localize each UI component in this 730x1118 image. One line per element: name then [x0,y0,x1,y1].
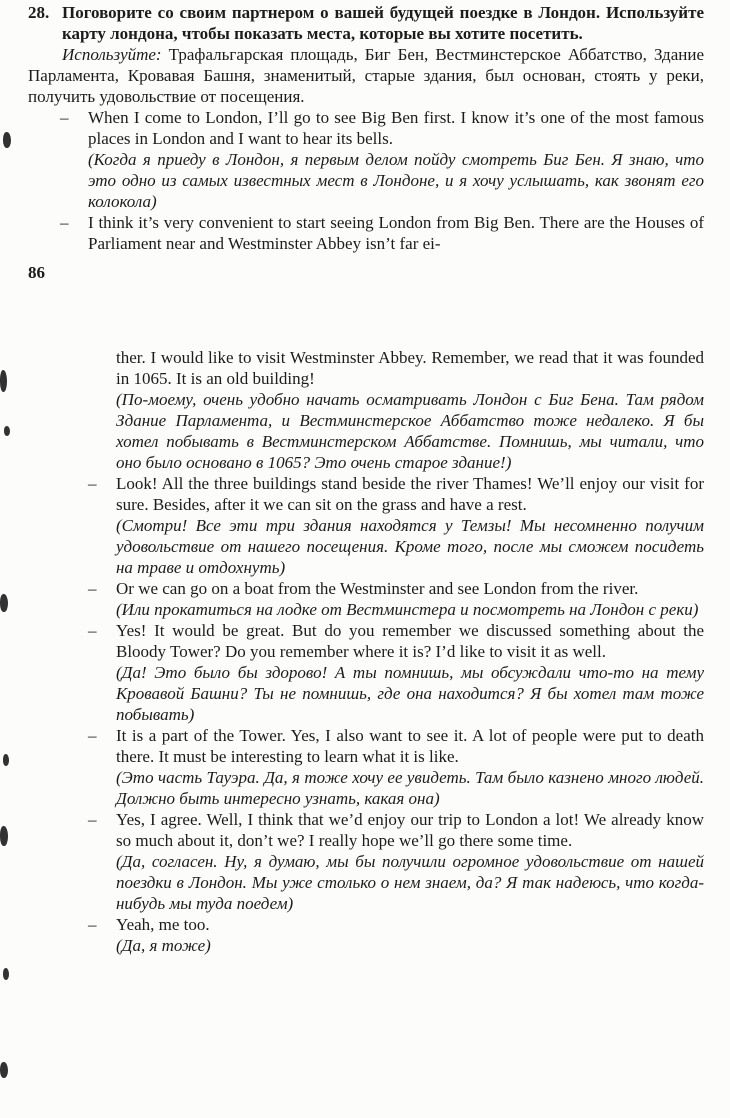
scan-artifact [4,426,10,436]
scan-artifact [3,968,9,980]
dash-marker: – [88,579,97,598]
dialogue-line-russian-translation: (Когда я приеду в Лондон, я первым делом пойду смотреть Биг Бен. Я знаю, что это одно из самых известных мест в Лондоне, и я хочу услышать, как звонят его колокола) [88,150,704,211]
dialogue-line-russian-translation: (Да! Это было бы здорово! А ты помнишь, мы обсуждали что-то на тему Кровавой Башни? Ты не помнишь, где она находится? Я бы хотел там тоже побывать) [116,663,704,724]
hint-text: Трафальгарская площадь, Биг Бен, Вестминстерское Аббатство, Здание Парламента, Кровавая Башня, знаменитый, старые здания, был основан, стоять у реки, получить удовольствие от посещения. [28,45,704,106]
scan-artifact [0,1062,8,1078]
dialogue-line-english: ther. I would like to visit Westminster Abbey. Remember, we read that it was founded in 1065. It is an old building! [116,348,704,388]
dash-marker: – [88,915,97,934]
dialogue-item [28,620,704,725]
scan-artifact [0,594,8,612]
dialogue-line-russian-translation: (Или прокатиться на лодке от Вестминстера и посмотреть на Лондон с реки) [116,600,699,619]
dash-marker: – [88,810,97,829]
dialogue-item [28,578,704,620]
dialogue-line-english: Yes, I agree. Well, I think that we’d enjoy our trip to London a lot! We already know so much about it, don’t we? I really hope we’ll go there some time. [116,810,704,850]
scan-artifact [3,754,9,766]
dialogue-line-english: Yes! It would be great. But do you remember we discussed something about the Bloody Tower? Do you remember where it is? I’d like to visit it as well. [116,621,704,661]
dialogue-line-russian-translation: (Да, согласен. Ну, я думаю, мы бы получили огромное удовольствие от нашей поездки в Лондон. Мы уже столько о нем знаем, да? Я так надеюсь, что когда-нибудь мы туда поедем) [116,852,704,913]
dash-marker: – [88,621,97,640]
hint-label: Используйте: [62,45,162,64]
exercise-title: Поговорите со своим партнером о вашей будущей поездке в Лондон. Используйте карту лондона, чтобы показать места, которые вы хотите посетить. [62,3,704,43]
dialogue-line-english: Or we can go on a boat from the Westminster and see London from the river. [116,579,639,598]
scan-artifact [3,132,11,148]
dash-marker: – [88,474,97,493]
dash-marker: – [88,726,97,745]
dialogue-item [28,212,704,254]
dialogue-line-russian-translation: (Смотри! Все эти три здания находятся у Темзы! Мы несомненно получим удовольствие от нашего посещения. Кроме того, после мы сможем посидеть на траве и отдохнуть) [116,516,704,577]
dialogue-line-english: When I come to London, I’ll go to see Big Ben first. I know it’s one of the most famous places in London and I want to hear its bells. [88,108,704,148]
exercise-hint [28,44,704,107]
page-bottom-section [28,347,704,956]
dialogue-item [28,914,704,956]
page-top-section [28,2,704,283]
dialogue-item [28,107,704,212]
dialogue-line-english: Look! All the three buildings stand beside the river Thames! We’ll enjoy our visit for sure. Besides, after it we can sit on the grass and have a rest. [116,474,704,514]
exercise-header [28,2,704,44]
scan-artifact [0,370,7,392]
dialogue-line-russian-translation: (Да, я тоже) [116,936,211,955]
dialogue-item-continuation [28,347,704,473]
dash-marker: – [60,213,69,232]
exercise-number: 28. [28,3,50,22]
page-number: 86 [28,263,45,282]
dash-marker: – [60,108,69,127]
dialogue-line-english: It is a part of the Tower. Yes, I also want to see it. A lot of people were put to death there. It must be interesting to learn what it is like. [116,726,704,766]
dialogue-line-russian-translation: (Это часть Тауэра. Да, я тоже хочу ее увидеть. Там было казнено много людей. Должно быть интересно узнать, какая она) [116,768,704,808]
dialogue-item [28,725,704,809]
scan-artifact [0,826,8,846]
dialogue-line-english: I think it’s very convenient to start seeing London from Big Ben. There are the Houses of Parliament near and Westminster Abbey isn’t far ei- [88,213,704,253]
dialogue-line-english: Yeah, me too. [116,915,210,934]
dialogue-line-russian-translation: (По-моему, очень удобно начать осматривать Лондон с Биг Бена. Там рядом Здание Парламента, и Вестминстерское Аббатство тоже недалеко. Я бы хотел побывать в Вестминстерском Аббатстве. Помнишь, мы читали, что оно было основано в 1065? Это очень старое здание!) [116,390,704,472]
dialogue-item [28,809,704,914]
dialogue-item [28,473,704,578]
